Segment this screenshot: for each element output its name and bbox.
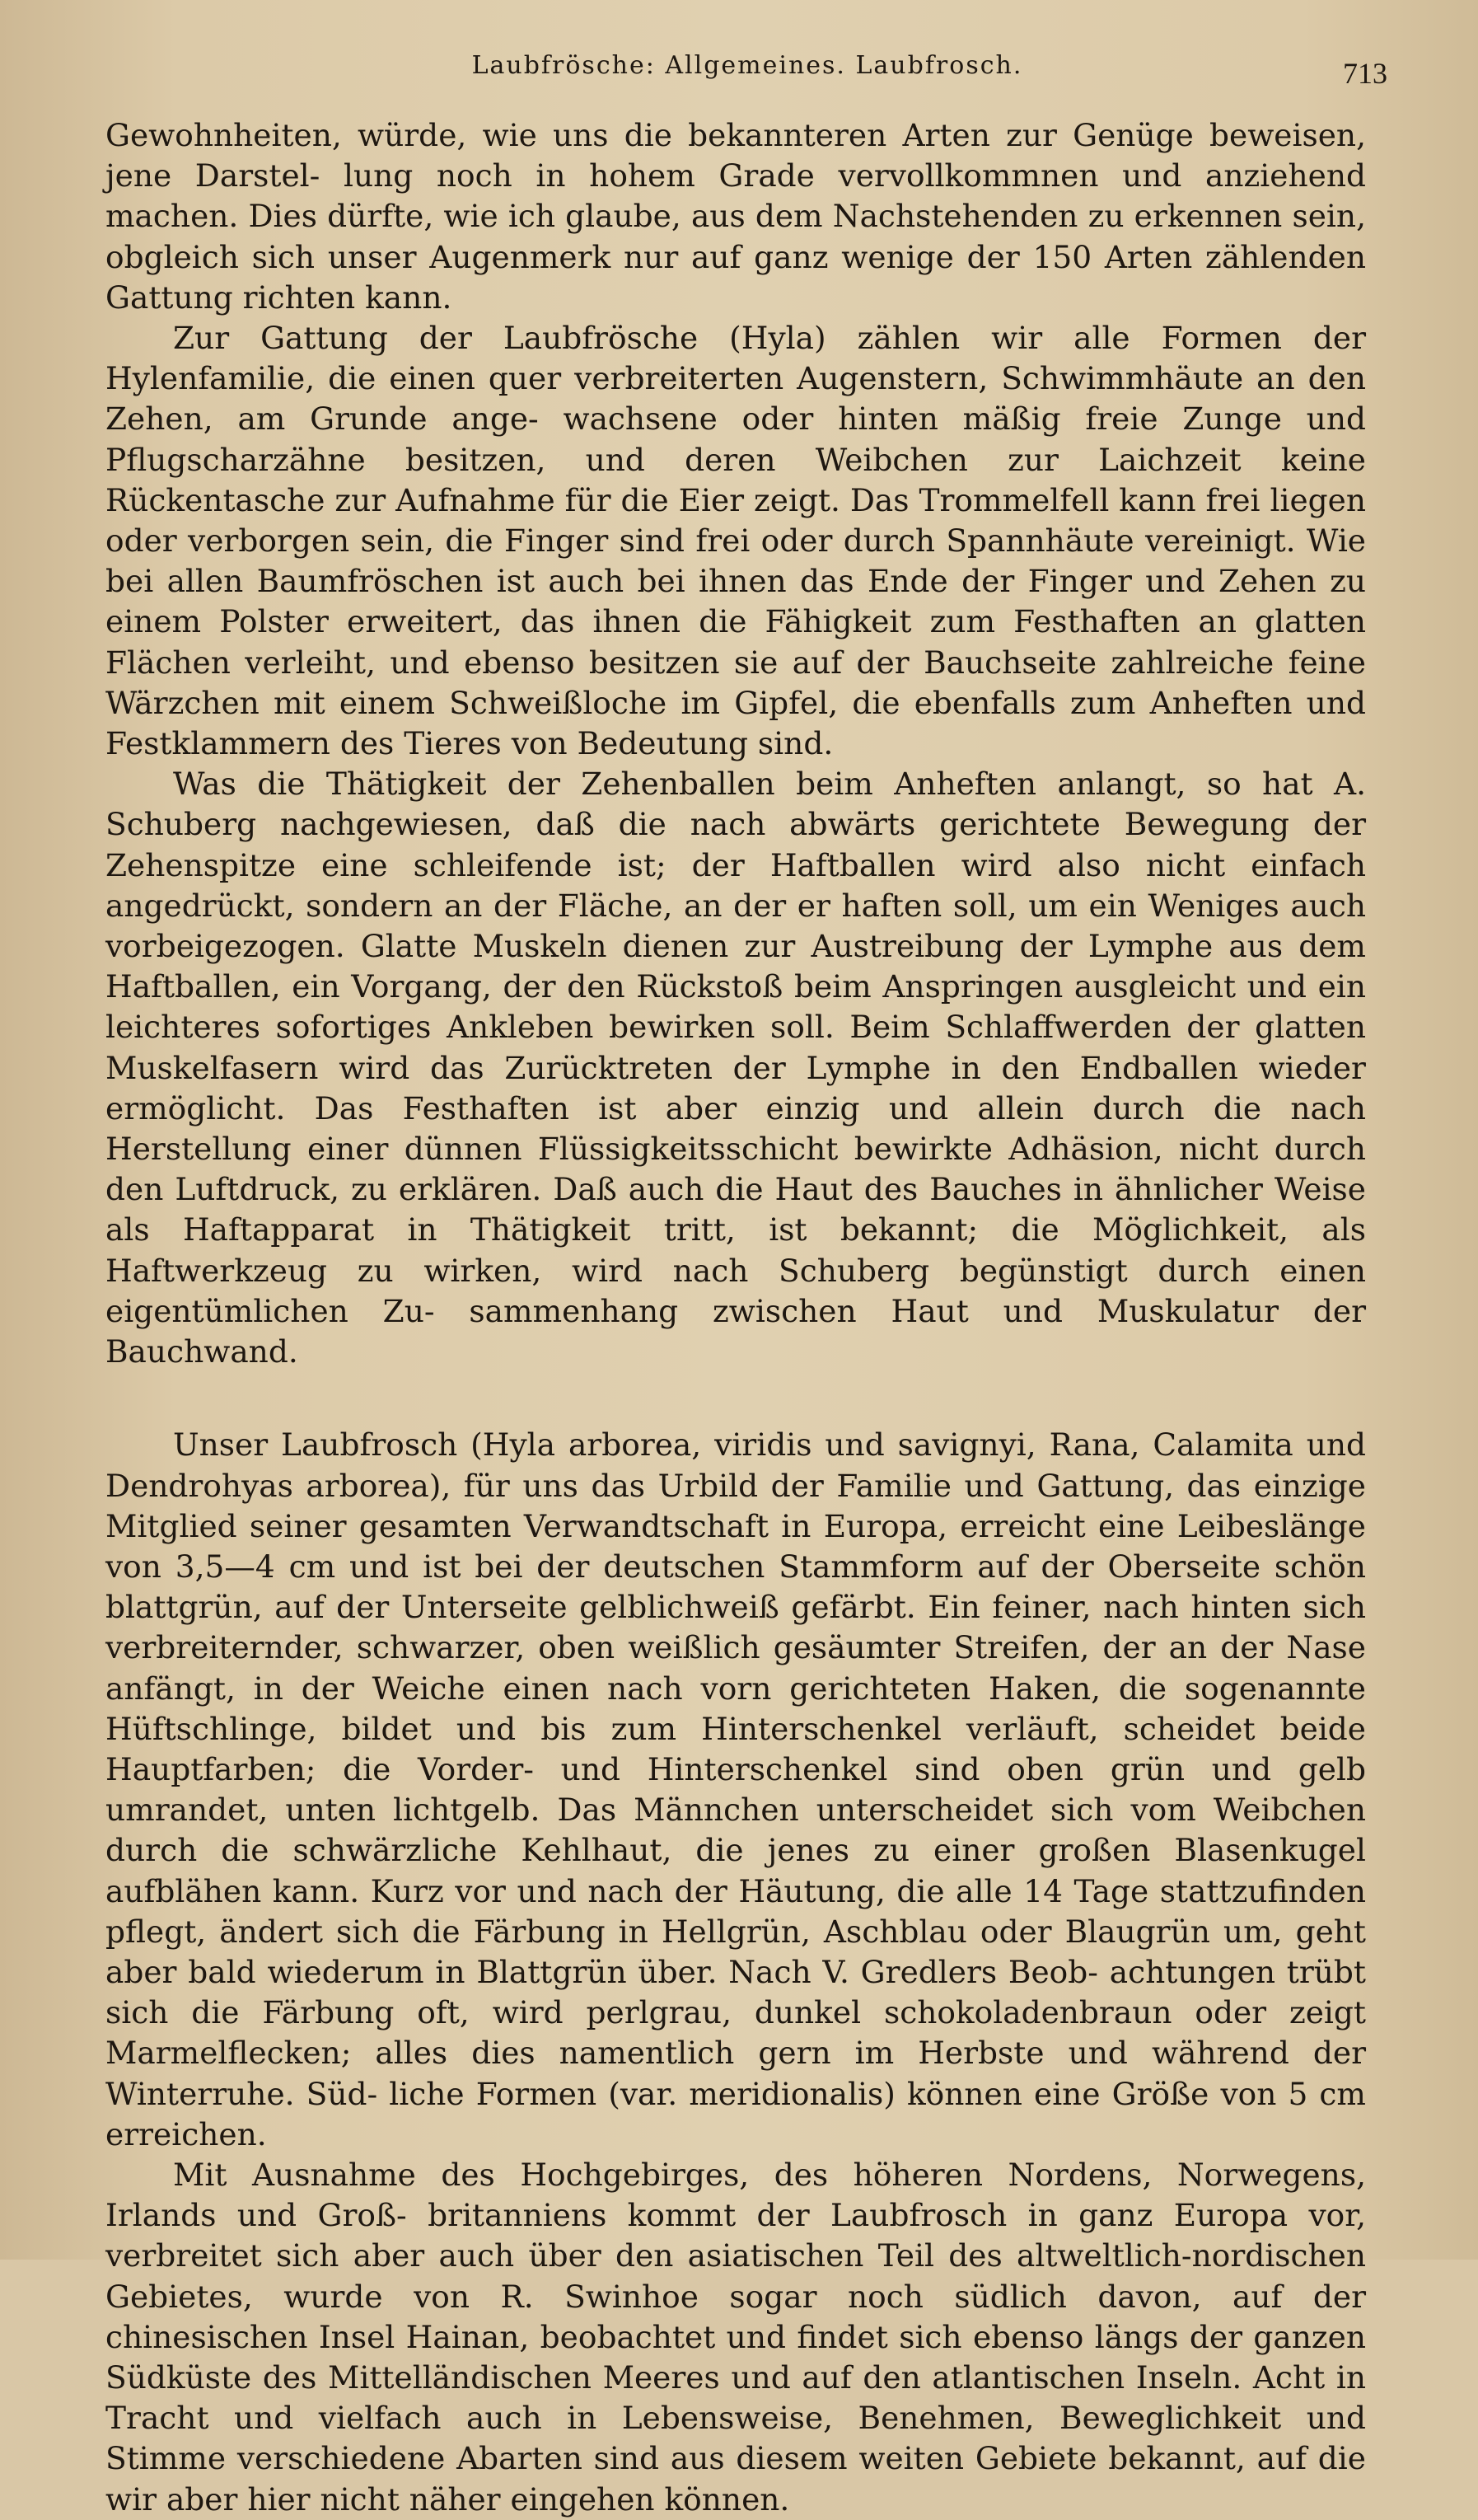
body-text [105, 115, 1366, 2520]
running-title: Laubfrösche: Allgemeines. Laubfrosch. [471, 51, 1023, 80]
running-head [107, 41, 1387, 91]
page-number: 713 [1343, 57, 1387, 90]
paragraph-distribution: Mit Ausnahme des Hochgebirges, des höheren Nordens, Norwegens, Irlands und Groß- britanniens kommt der Laubfrosch in ganz Europa vor, verbreitet sich aber auch über den asiatischen Teil des altweltlich-nordischen Gebietes, wurde von R. Swinhoe sogar noch südlich davon, auf der chinesischen Insel Hainan, beobachtet und findet sich ebenso längs der ganzen Südküste des Mittelländischen Meeres und auf den atlantischen Inseln. Acht in Tracht und vielfach auch in Lebensweise, Benehmen, Beweglichkeit und Stimme verschiedene Abarten sind aus diesem weiten Gebiete bekannt, auf die wir aber hier nicht näher eingehen können. [105, 2156, 1366, 2518]
paragraph-continuation: Gewohnheiten, würde, wie uns die bekannteren Arten zur Genüge beweisen, jene Darstel- lung noch in hohem Grade vervollkommnen und anziehend machen. Dies dürfte, wie ich glaube, aus dem Nachstehenden zu erkennen sein, obgleich sich unser Augenmerk nur auf ganz wenige der 150 Arten zählenden Gattung richten kann. [105, 117, 1366, 316]
paragraph-hyla-genus: Zur Gattung der Laubfrösche (Hyla) zählen wir alle Formen der Hylenfamilie, die einen quer verbreiterten Augenstern, Schwimmhäute an den Zehen, am Grunde ange- wachsene oder hinten mäßig freie Zunge und Pflugscharzähne besitzen, und deren Weibchen zur Laichzeit keine Rückentasche zur Aufnahme für die Eier zeigt. Das Trommelfell kann frei liegen oder verborgen sein, die Finger sind frei oder durch Spannhäute vereinigt. Wie bei allen Baumfröschen ist auch bei ihnen das Ende der Finger und Zehen zu einem Polster erweitert, das ihnen die Fähigkeit zum Festhaften an glatten Flächen verleiht, und ebenso besitzen sie auf der Bauchseite zahlreiche feine Wärzchen mit einem Schweißloche im Gipfel, die ebenfalls zum Anheften und Festklammern des Tieres von Bedeutung sind. [105, 320, 1366, 762]
paragraph-toe-pads: Was die Thätigkeit der Zehenballen beim Anheften anlangt, so hat A. Schuberg nachgewiesen, daß die nach abwärts gerichtete Bewegung der Zehenspitze eine schleifende ist; der Haftballen wird also nicht einfach angedrückt, sondern an der Fläche, an der er haften soll, um ein Weniges auch vorbeigezogen. Glatte Muskeln dienen zur Austreibung der Lymphe aus dem Haftballen, ein Vorgang, der den Rückstoß beim Anspringen ausgleicht und ein leichteres sofortiges Ankleben bewirken soll. Beim Schlaffwerden der glatten Muskelfasern wird das Zurücktreten der Lymphe in den Endballen wieder ermöglicht. Das Festhaften ist aber einzig und allein durch die nach Herstellung einer dünnen Flüssigkeitsschicht bewirkte Adhäsion, nicht durch den Luftdruck, zu erklären. Daß auch die Haut des Bauches in ähnlicher Weise als Haftapparat in Thätigkeit tritt, ist bekannt; die Möglichkeit, als Haftwerkzeug zu wirken, wird nach Schuberg begünstigt durch einen eigentümlichen Zu- sammenhang zwischen Haut und Muskulatur der Bauchwand. [105, 766, 1366, 1370]
paragraph-laubfrosch-description: Unser Laubfrosch (Hyla arborea, viridis und savignyi, Rana, Calamita und Dendrohyas arborea), für uns das Urbild der Familie und Gattung, das einzige Mitglied seiner gesamten Verwandtschaft in Europa, erreicht eine Leibeslänge von 3,5—4 cm und ist bei der deutschen Stammform auf der Oberseite schön blattgrün, auf der Unterseite gelblichweiß gefärbt. Ein feiner, nach hinten sich verbreiternder, schwarzer, oben weißlich gesäumter Streifen, der an der Nase anfängt, in der Weiche einen nach vorn gerichteten Haken, die sogenannte Hüftschlinge, bildet und bis zum Hinterschenkel verläuft, scheidet beide Hauptfarben; die Vorder- und Hinterschenkel sind oben grün und gelb umrandet, unten lichtgelb. Das Männchen unterscheidet sich vom Weibchen durch die schwärzliche Kehlhaut, die jenes zu einer großen Blasenkugel aufblähen kann. Kurz vor und nach der Häutung, die alle 14 Tage stattzufinden pflegt, ändert sich die Färbung in Hellgrün, Aschblau oder Blaugrün um, geht aber bald wiederum in Blattgrün über. Nach V. Gredlers Beob- achtungen trübt sich die Färbung oft, wird perlgrau, dunkel schokoladenbraun oder zeigt Marmelflecken; alles dies namentlich gern im Herbste und während der Winterruhe. Süd- liche Formen (var. meridionalis) können eine Größe von 5 cm erreichen. [105, 1426, 1366, 2152]
